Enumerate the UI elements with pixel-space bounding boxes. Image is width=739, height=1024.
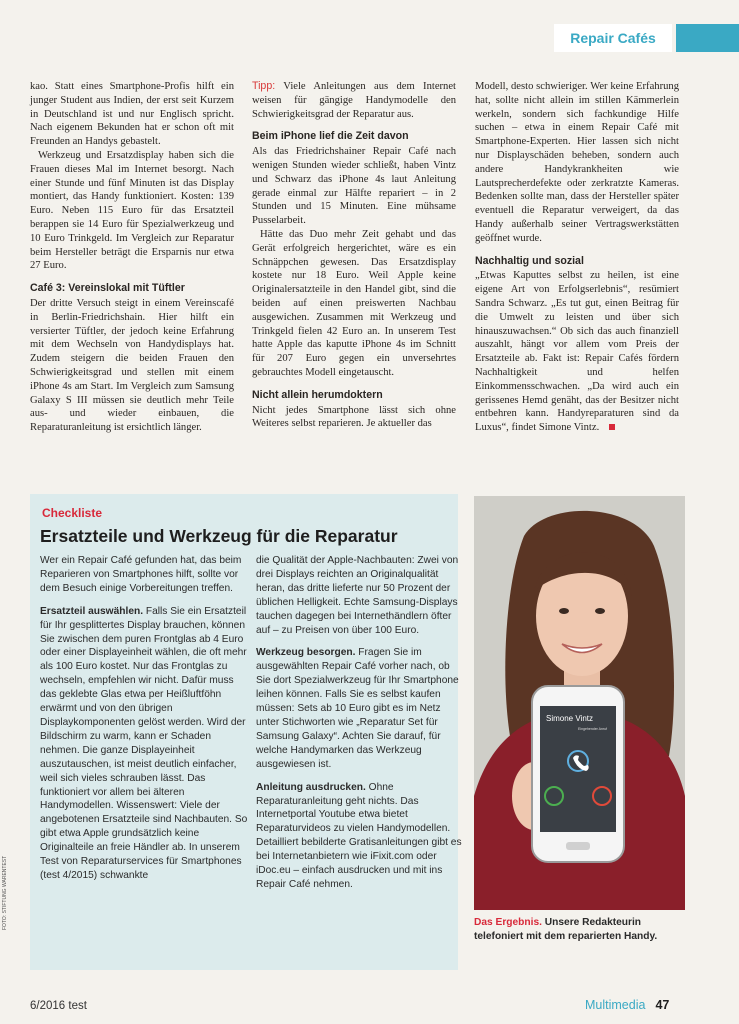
section-header: Repair Cafés: [554, 24, 672, 52]
checklist-column-2: [256, 554, 464, 901]
checklist-box: [30, 494, 462, 970]
page-number: 47: [655, 998, 670, 1012]
article-end-mark: [609, 424, 615, 430]
paragraph: Modell, desto schwieriger. Wer keine Erfahrung hat, sollte nicht allein im stillen Kämmerlein werkeln, sondern sich fachkundige Hilfe suchen – etwa in einem Repair Café mit Smartphone-Experten. Hier lassen sich nicht nur Displayschäden beheben, sondern auch andere Handykrankheiten wie Lautsprecherdefekte oder zerkratzte Kameras. Bedenken sollte man, dass der Hersteller später eventuell die Reparatur verweigert, da das Handy außerhalb seiner Vertragswerkstätten geöffnet wurde.: [475, 81, 679, 244]
checklist-column-1: [40, 554, 248, 892]
paragraph: kao. Statt eines Smartphone-Profis hilft ein junger Student aus Indien, der erst seit Kurzem in Deutschland ist und nur Englisch spricht. Nach eigenem Bekunden hat er schon oft mit Freunden an Handys gebastelt.: [30, 81, 234, 148]
tip-label: Tipp:: [252, 80, 276, 92]
paragraph: Werkzeug und Ersatzdisplay haben sich die Frauen dieses Mal im Internet besorgt. Nach einer Stunde und fünf Minuten ist das Display montiert, das Handy funktioniert. Kosten: 139 Euro. Neben 115 Euro für das Ersatzteil berappen sie 14 Euro für Spezialwerkzeug und 10 Euro Trinkgeld. Im Vergleich zur Reparatur beim Hersteller beträgt die Ersparnis nur etwa 27 Euro.: [30, 149, 234, 272]
caller-name: Simone Vintz: [546, 714, 593, 723]
paragraph: Als das Friedrichshainer Repair Café nach wenigen Stunden wieder schließt, haben Vintz und Schwarz das iPhone 4s laut Anleitung gerade einmal zur Hälfte repariert – in 2 Stunden und 15 Minuten. Eine mühsame Pusselarbeit.: [252, 146, 456, 227]
checklist-title: Ersatzteile und Werkzeug für die Reparatur: [40, 526, 398, 546]
checklist-item-text: Fragen Sie im ausgewählten Repair Café vorher nach, ob Sie dort Spezialwerkzeug für Ihr Smartphone leihen können. Falls Sie es selbst kaufen müssen: Sets ab 10 Euro gibt es im Netz unter Stichworten wie „Reparatur Set für Samsung Galaxy“. Achten Sie darauf, für welche Handymarken das Werkzeug ausgewiesen ist.: [256, 647, 459, 770]
checklist-item-continued: die Qualität der Apple-Nachbauten: Zwei von drei Displays reichten an Originalqualität heran, das dritte lieferte nur 50 Prozent der üblichen Helligkeit. Echte Samsung-Displays tauchen dagegen bei Internethändlern öfter auf – zu Preisen von über 100 Euro.: [256, 555, 459, 636]
photo-credit: FOTO: STIFTUNG WARENTEST: [2, 855, 8, 930]
checklist-item-heading: Ersatzteil auswählen.: [40, 605, 144, 617]
article-photo: [474, 496, 685, 910]
tip-text: Viele Anleitungen aus dem Internet weisen für gängige Handymodelle den Schwierigkeitsgrad der Reparatur aus.: [252, 81, 456, 120]
checklist-item-heading: Anleitung ausdrucken.: [256, 781, 366, 793]
article-column-2: [252, 80, 456, 431]
subheading: Nicht allein herumdoktern: [252, 388, 383, 401]
page-footer: [585, 998, 669, 1012]
issue-label: 6/2016 test: [30, 1000, 87, 1012]
caption-label: Das Ergebnis.: [474, 917, 542, 928]
subheading: Beim iPhone lief die Zeit davon: [252, 130, 409, 143]
woman-with-phone-illustration: [474, 496, 685, 910]
photo-caption: [474, 916, 685, 944]
checklist-item-text: Falls Sie ein Ersatzteil für Ihr gesplittertes Display brauchen, können Sie zwischen dem puren Frontglas ab 4 Euro oder einer Displayeinheit wählen, die oft mehr als 100 Euro kostet. Nur das Frontglas zu wechseln, empfehlen wir nicht. Dafür muss das geklebte Glas etwa per Heißluftföhn erwärmt und von den übrigen Displaykomponenten gelöst werden. Wird der Bildschirm zu warm, kann er Schaden nehmen. Die ganze Displayeinheit auszutauschen, ist meist deutlich einfacher, weil sich vieles schrauben lässt. Das funktioniert vor allem bei älteren Handymodellen. Wissenswert: Viele der angebotenen Ersatzteile sind Nachbauten. So gibt etwa Apple grundsätzlich keine Originalteile an freie Händler ab. In unserem Test von Reparaturservices für Smartphones (test 4/2015) schwankte: [40, 605, 248, 881]
subheading: Café 3: Vereinslokal mit Tüftler: [30, 282, 185, 295]
caller-sub: Eingehender Anruf: [578, 727, 607, 731]
checklist-label: Checkliste: [42, 506, 103, 520]
paragraph: Hätte das Duo mehr Zeit gehabt und das Gerät erfolgreich hergerichtet, wäre es ein Schnäppchen gewesen. Das Ersatzdisplay kostete nur 18 Euro. Weil Apple keine Originalersatzteile in den Handel gibt, sind die beiden auf einen preiswerten Nachbau ausgewichen. Zusammen mit Werkzeug und Trinkgeld fielen 42 Euro an. In unserem Test hatte Apple das kaputte iPhone 4s im Schnitt für 207 Euro gegen ein unversehrtes gebrauchtes Modell eingetauscht.: [252, 228, 456, 378]
caption-text: Unsere Redakteurin telefoniert mit dem reparierten Handy.: [474, 917, 658, 942]
footer-section: Multimedia: [585, 998, 646, 1012]
checklist-item: [256, 646, 464, 771]
paragraph: [475, 269, 679, 435]
checklist-item: [40, 605, 248, 883]
checklist-item: [256, 781, 464, 892]
paragraph: Der dritte Versuch steigt in einem Vereinscafé in Berlin-Friedrichshain. Hier hilft ein versierter Tüftler, der jedoch keine Erfahrung mit dem Wechseln von Handydisplays hat. Zudem steigern die beiden Frauen den Schwierigkeitsgrad und stellen mit einem iPhone 4s am Start. Im Vergleich zum Samsung Galaxy S III müssen sie deutlich mehr Teile aus- und wieder einbauen, die Reparaturanleitung ist ersichtlich länger.: [30, 297, 234, 434]
article-column-1: [30, 80, 234, 435]
subheading: Nachhaltig und sozial: [475, 254, 584, 267]
header-color-bar: [676, 24, 739, 52]
tip-paragraph: [252, 80, 456, 121]
checklist-item-heading: Werkzeug besorgen.: [256, 647, 356, 659]
paragraph-text: „Etwas Kaputtes selbst zu heilen, ist eine eigene Art von Erfolgserlebnis“, resümiert Sandra Schwarz. „Es tut gut, einen Beitrag für die Umwelt zu leisten und über sich hinauszuwachsen.“ Ob sich das auch finanziell auszahlt, hängt vor allem vom Preis der Ersatzteile ab. Fakt ist: Repair Cafés fördern Nachhaltigkeit und helfen Einkommensschwachen. „Da wird auch ein gerissenes Hemd genäht, das der Besitzer nicht entbehren kann. Handyreparaturen sind da Luxus“, findet Simone Vintz.: [475, 270, 679, 434]
checklist-item-text: Ohne Reparaturanleitung geht nichts. Das Internetportal Youtube etwa bietet Reparaturvideos zu vielen Handymodellen. Detailliert bebilderte Gratisanleitungen gibt es bei Internetanbietern wie iFixit.com oder iDoc.eu – einfach ausdrucken und mit ins Repair Café nehmen.: [256, 781, 462, 890]
article-column-3: [475, 80, 679, 435]
checklist-intro: Wer ein Repair Café gefunden hat, das beim Reparieren von Smartphones hilft, sollte vor dem Besuch einige Vorbereitungen treffen.: [40, 555, 242, 594]
paragraph: Nicht jedes Smartphone lässt sich ohne Weiteres selbst reparieren. Je aktueller das: [252, 404, 456, 430]
